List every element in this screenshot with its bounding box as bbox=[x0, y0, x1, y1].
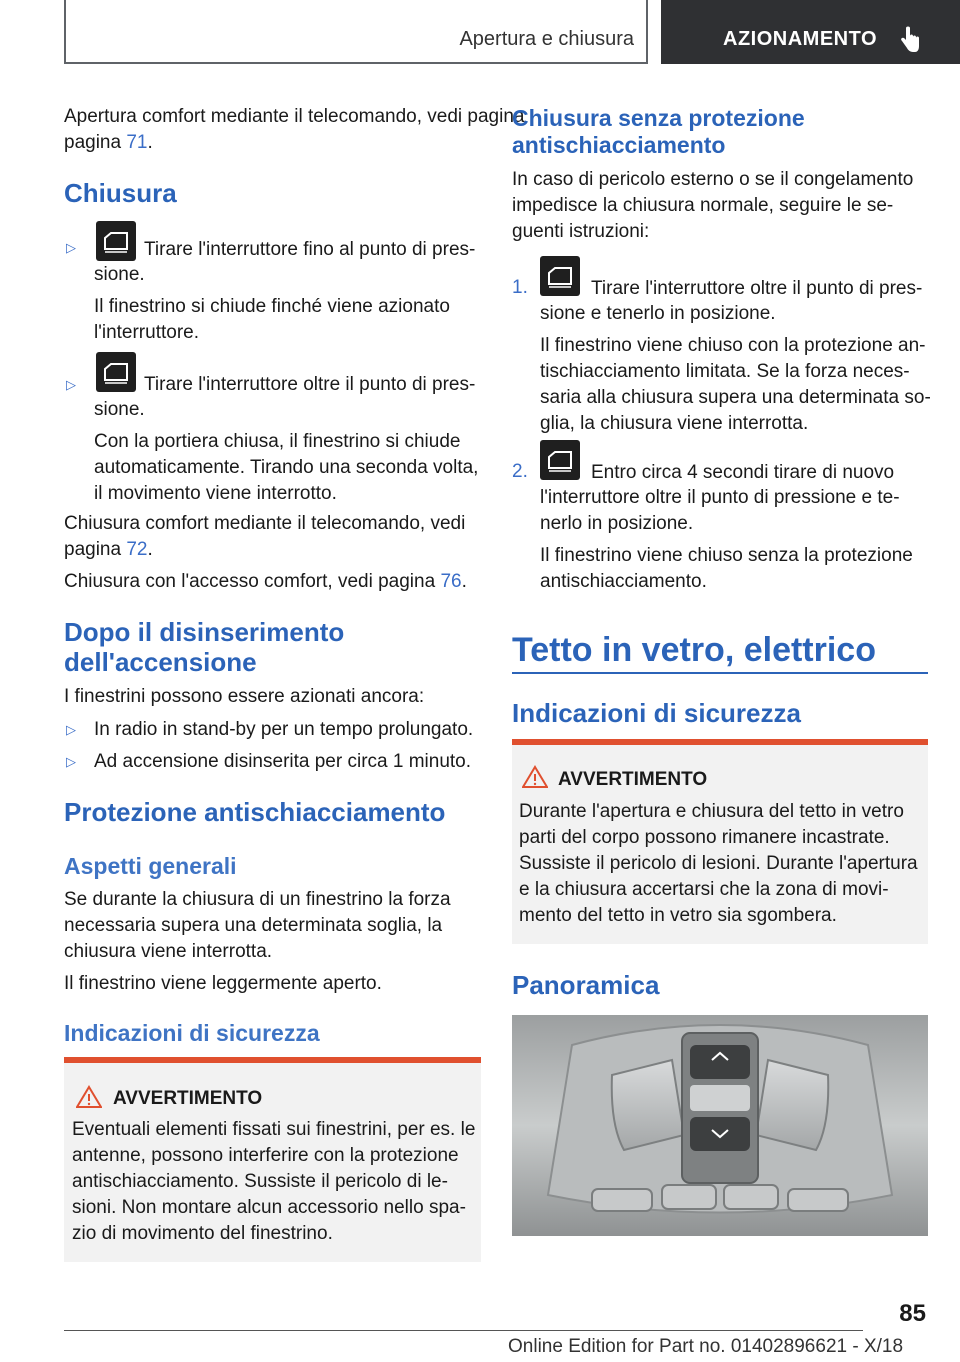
warning-line-d: e la chiusura accertarsi che la zona di movi- bbox=[519, 879, 889, 900]
warning-line-c: antischiacciamento. Sussiste il pericolo di le- bbox=[72, 1171, 448, 1192]
senza-line-c: guenti istruzioni: bbox=[512, 221, 650, 242]
senza-line-a: In caso di pericolo esterno o se il congelamento bbox=[512, 169, 914, 190]
dopo-item2: Ad accensione disinserita per circa 1 minuto. bbox=[94, 751, 472, 772]
step2-line-c: nerlo in posizione. bbox=[540, 513, 694, 534]
aspetti-line-d: Il finestrino viene leggermente aperto. bbox=[64, 973, 382, 994]
window-switch-icon bbox=[540, 440, 580, 480]
step1-line-a: Tirare l'interruttore oltre il punto di pres- bbox=[591, 278, 923, 299]
heading-tetto: Tetto in vetro, elettrico bbox=[512, 631, 876, 669]
heading-dopo-a: Dopo il disinserimento bbox=[64, 617, 345, 647]
warning-line-c: Sussiste il pericolo di lesioni. Durante l'apertura bbox=[519, 853, 918, 874]
warning-line-e: mento del tetto in vetro sia sgombera. bbox=[519, 905, 837, 926]
header-section-tab bbox=[64, 0, 648, 64]
step1-line-e: saria alla chiusura supera una determinata so- bbox=[540, 387, 931, 408]
intro-text: Apertura comfort mediante il telecomando, vedi pagina bbox=[64, 106, 525, 127]
warning-bar bbox=[512, 739, 928, 745]
step2-line-a: Entro circa 4 secondi tirare di nuovo bbox=[591, 462, 895, 483]
heading-dopo-b: dell'accensione bbox=[64, 647, 257, 677]
heading-senza-a: Chiusura senza protezione bbox=[512, 105, 805, 131]
step2-line-e: antischiacciamento. bbox=[540, 571, 707, 592]
item1-line-d: l'interruttore. bbox=[94, 322, 200, 343]
remote-line-b: pagina 72. bbox=[64, 539, 153, 560]
window-switch-icon bbox=[96, 352, 136, 392]
warning-line-e: zio di movimento del finestrino. bbox=[72, 1223, 333, 1244]
intro-page-link[interactable]: 71 bbox=[126, 132, 148, 153]
heading-panoramica: Panoramica bbox=[512, 970, 660, 1000]
warning-line-b: antenne, possono interferire con la protezione bbox=[72, 1145, 459, 1166]
intro-line-b: pagina 71. bbox=[64, 132, 153, 153]
aspetti-line-c: chiusura viene interrotta. bbox=[64, 941, 273, 962]
step1-line-c: Il finestrino viene chiuso con la protezione an- bbox=[540, 335, 926, 356]
access-line: Chiusura con l'accesso comfort, vedi pagina 76. bbox=[64, 571, 467, 592]
header-section-title: Apertura e chiusura bbox=[459, 28, 634, 50]
remote-pagina-label: pagina bbox=[64, 539, 122, 560]
step1-number: 1. bbox=[512, 277, 528, 298]
header-chapter-tab bbox=[661, 0, 960, 64]
warning-line-b: parti del corpo possono rimanere incastrate. bbox=[519, 827, 890, 848]
hand-pointer-icon bbox=[897, 26, 921, 54]
warning-line-d: sioni. Non montare alcun accessorio nello spa- bbox=[72, 1197, 466, 1218]
window-switch-icon bbox=[96, 221, 136, 261]
triangle-bullet-icon: ▷ bbox=[66, 240, 76, 255]
remote-line-a: Chiusura comfort mediante il telecomando, vedi bbox=[64, 513, 466, 534]
heading-rule bbox=[512, 672, 928, 674]
intro-paragraph bbox=[64, 104, 524, 130]
warning-title: AVVERTIMENTO bbox=[113, 1088, 263, 1109]
warning-triangle-icon bbox=[522, 765, 548, 789]
aspetti-line-b: necessaria supera una determinata soglia, la bbox=[64, 915, 443, 936]
warning-bar bbox=[64, 1057, 481, 1063]
heading-indicazioni-left: Indicazioni di sicurezza bbox=[64, 1020, 320, 1046]
item1-line-a: Tirare l'interruttore fino al punto di pres- bbox=[144, 239, 476, 260]
dopo-item1: In radio in stand-by per un tempo prolungato. bbox=[94, 719, 474, 740]
heading-chiusura: Chiusura bbox=[64, 178, 177, 208]
aspetti-line-a: Se durante la chiusura di un finestrino la forza bbox=[64, 889, 451, 910]
heading-senza-b: antischiacciamento bbox=[512, 132, 726, 158]
warning-triangle-icon bbox=[76, 1085, 102, 1109]
access-text: Chiusura con l'accesso comfort, vedi pagina bbox=[64, 571, 436, 592]
warning-box-right bbox=[512, 739, 928, 944]
step1-line-d: tischiacciamento limitata. Se la forza neces- bbox=[540, 361, 910, 382]
item1-line-c: Il finestrino si chiude finché viene azionato bbox=[94, 296, 450, 317]
step2-line-b: l'interruttore oltre il punto di pressione e te- bbox=[540, 487, 900, 508]
dopo-text: I finestrini possono essere azionati ancora: bbox=[64, 686, 425, 707]
roof-console-illustration bbox=[512, 1015, 928, 1236]
item2-line-a: Tirare l'interruttore oltre il punto di pres- bbox=[144, 374, 476, 395]
triangle-bullet-icon: ▷ bbox=[66, 722, 76, 737]
access-page-link[interactable]: 76 bbox=[440, 571, 462, 592]
step1-line-f: glia, la chiusura viene interrotta. bbox=[540, 413, 809, 434]
footer-rule bbox=[64, 1330, 863, 1331]
page-number: 85 bbox=[899, 1300, 926, 1327]
triangle-bullet-icon: ▷ bbox=[66, 377, 76, 392]
step2-number: 2. bbox=[512, 461, 528, 482]
heading-aspetti: Aspetti generali bbox=[64, 853, 237, 879]
heading-protezione: Protezione antischiacciamento bbox=[64, 797, 446, 827]
roof-control-photo bbox=[512, 1015, 928, 1236]
footer-edition: Online Edition for Part no. 01402896621 - X/18 bbox=[508, 1336, 904, 1357]
remote-page-link[interactable]: 72 bbox=[126, 539, 148, 560]
item2-line-e: il movimento viene interrotto. bbox=[94, 483, 337, 504]
triangle-bullet-icon: ▷ bbox=[66, 754, 76, 769]
warning-box-left bbox=[64, 1057, 481, 1262]
item2-line-b: sione. bbox=[94, 399, 145, 420]
item2-line-c: Con la portiera chiusa, il finestrino si chiude bbox=[94, 431, 461, 452]
senza-line-b: impedisce la chiusura normale, seguire le se- bbox=[512, 195, 894, 216]
step1-line-b: sione e tenerlo in posizione. bbox=[540, 303, 776, 324]
heading-indicazioni-right: Indicazioni di sicurezza bbox=[512, 698, 801, 728]
warning-line-a: Durante l'apertura e chiusura del tetto in vetro bbox=[519, 801, 904, 822]
header-chapter-title: AZIONAMENTO bbox=[723, 28, 878, 50]
step2-line-d: Il finestrino viene chiuso senza la protezione bbox=[540, 545, 913, 566]
item2-line-d: automaticamente. Tirando una seconda volta, bbox=[94, 457, 479, 478]
window-switch-icon bbox=[540, 256, 580, 296]
warning-line-a: Eventuali elementi fissati sui finestrini, per es. le bbox=[72, 1119, 476, 1140]
item1-line-b: sione. bbox=[94, 264, 145, 285]
warning-title: AVVERTIMENTO bbox=[558, 769, 708, 790]
